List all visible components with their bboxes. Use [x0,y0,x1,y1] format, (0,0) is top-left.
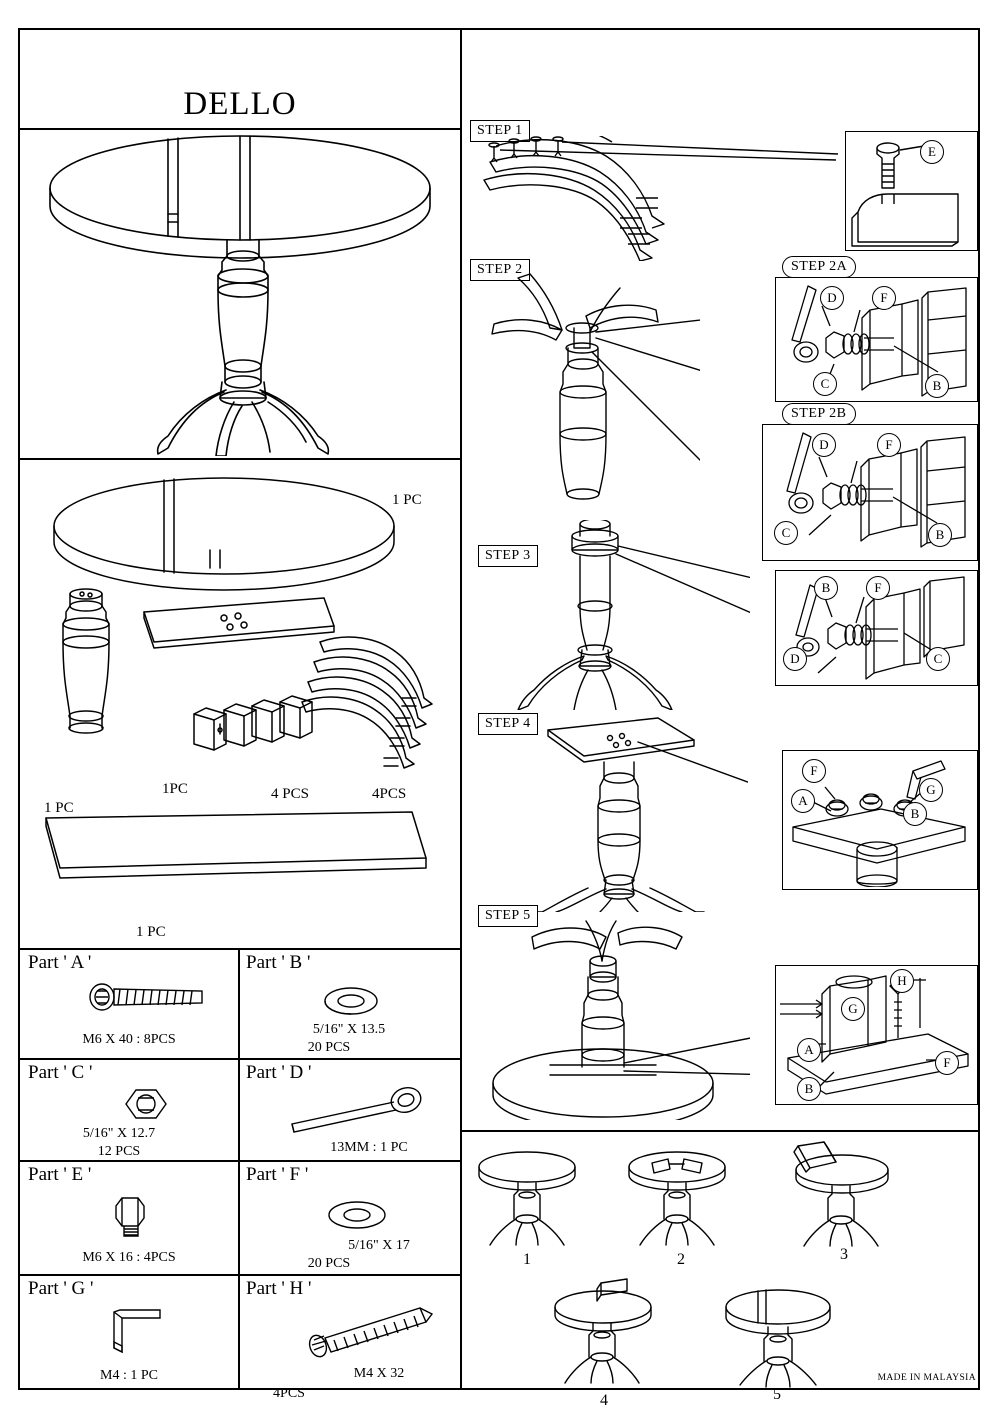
callout-B-step2b: B [928,523,952,547]
hardware-spec-A: M6 X 40 : 8PCS [82,1032,176,1047]
callout-C-step2b: C [774,521,798,545]
hardware-cell-D [238,1058,460,1160]
step4-illustration [518,712,748,912]
callout-E-step1: E [920,140,944,164]
hardware-label-E: Part ' E ' [28,1164,92,1185]
hardware-label-A: Part ' A ' [28,952,92,973]
hex-nut-icon [122,1084,174,1126]
wood-screw-icon [300,1300,440,1362]
callout-D-step2b: D [812,433,836,457]
hardware-spec-C2: 12 PCS [97,1144,141,1159]
qty-column-post: 1 PC [44,800,74,816]
callout-F-step2a: F [872,286,896,310]
hardware-spec-B: 5/16" X 13.5 [312,1022,386,1037]
qty-mounting-plate: 1PC [162,781,188,797]
sequence-illustration-4 [545,1275,665,1387]
step2a-label: STEP 2A [782,256,856,278]
sequence-illustration-2 [622,1145,732,1250]
callout-F-step5: F [935,1051,959,1075]
step2-illustration [470,272,700,502]
hardware-spec-G: M4 : 1 PC [100,1368,158,1383]
hardware-cell-B [238,948,460,1058]
step4-label: STEP 4 [478,713,538,735]
hardware-cell-F [238,1160,460,1274]
callout-A-step5: A [797,1038,821,1062]
callout-F-step2b: F [877,433,901,457]
callout-F-step4: F [802,759,826,783]
qty-blocks: 4 PCS [271,786,309,802]
qty-extension-leaf: 1 PC [136,924,166,940]
step2-label: STEP 2 [470,259,530,281]
step5-label: STEP 5 [478,905,538,927]
callout-F-step3: F [866,576,890,600]
sequence-illustration-5 [718,1285,838,1390]
step1-detail-illustration [848,134,975,248]
callout-G-step5: G [841,997,865,1021]
assembled-table-illustration [22,130,458,456]
sequence-number-5: 5 [773,1386,781,1403]
step1-label: STEP 1 [470,120,530,142]
qty-tabletop: 1 PC [392,492,422,508]
step3-illustration [500,520,750,710]
hardware-spec-E: M6 X 16 : 4PCS [82,1250,176,1265]
wrench-icon [284,1086,434,1140]
step1-illustration [470,136,870,261]
hex-bolt-icon [108,1192,178,1240]
step3-label: STEP 3 [478,545,538,567]
hardware-cell-A [20,948,238,1058]
hardware-spec-F2: 20 PCS [307,1256,351,1271]
callout-D-step3: D [783,647,807,671]
spring-washer-icon [320,984,382,1018]
parts-overview-illustration [24,466,458,944]
hardware-spec-D: 13MM : 1 PC [330,1140,408,1155]
center-divider [460,28,462,1390]
callout-H-step5: H [890,969,914,993]
callout-G-step4: G [919,778,943,802]
callout-B-step3: B [814,576,838,600]
sequence-number-3: 3 [840,1246,848,1263]
hardware-cell-E [20,1160,238,1274]
hardware-spec-B2: 20 PCS [307,1040,351,1055]
hardware-cell-H [238,1274,460,1401]
callout-B-step2a: B [925,374,949,398]
hardware-spec-C: 5/16" X 12.7 [82,1126,156,1141]
hardware-cell-C [20,1058,238,1160]
left-rule-hero [20,458,460,460]
step5-illustration [490,915,750,1120]
right-rule-sequence [460,1130,978,1132]
hardware-label-D: Part ' D ' [246,1062,312,1083]
hardware-spec-F: 5/16" X 17 [348,1238,410,1253]
hardware-label-B: Part ' B ' [246,952,311,973]
sequence-number-2: 2 [677,1251,685,1268]
callout-B-step5: B [797,1077,821,1101]
callout-C-step3: C [926,647,950,671]
hardware-label-G: Part ' G ' [28,1278,94,1299]
sequence-number-1: 1 [523,1251,531,1268]
hardware-cell-G [20,1274,238,1390]
callout-B-step4: B [903,802,927,826]
allen-key-icon [102,1304,176,1360]
hardware-label-H: Part ' H ' [246,1278,312,1299]
step2b-label: STEP 2B [782,403,856,425]
sequence-illustration-1 [472,1145,582,1250]
hardware-label-C: Part ' C ' [28,1062,93,1083]
bolt-hex-socket-icon [82,978,212,1016]
hardware-spec-H2: 4PCS [273,1386,305,1401]
sequence-number-4: 4 [600,1392,608,1409]
callout-C-step2a: C [813,372,837,396]
flat-washer-icon [324,1198,390,1232]
footer-origin: MADE IN MALAYSIA [877,1373,976,1383]
page-title: DELLO [183,85,297,122]
sequence-illustration-3 [780,1140,900,1250]
callout-D-step2a: D [820,286,844,310]
qty-legs: 4PCS [372,786,407,802]
hardware-label-F: Part ' F ' [246,1164,309,1185]
callout-A-step4: A [791,789,815,813]
hardware-spec-H: M4 X 32 [353,1366,405,1381]
